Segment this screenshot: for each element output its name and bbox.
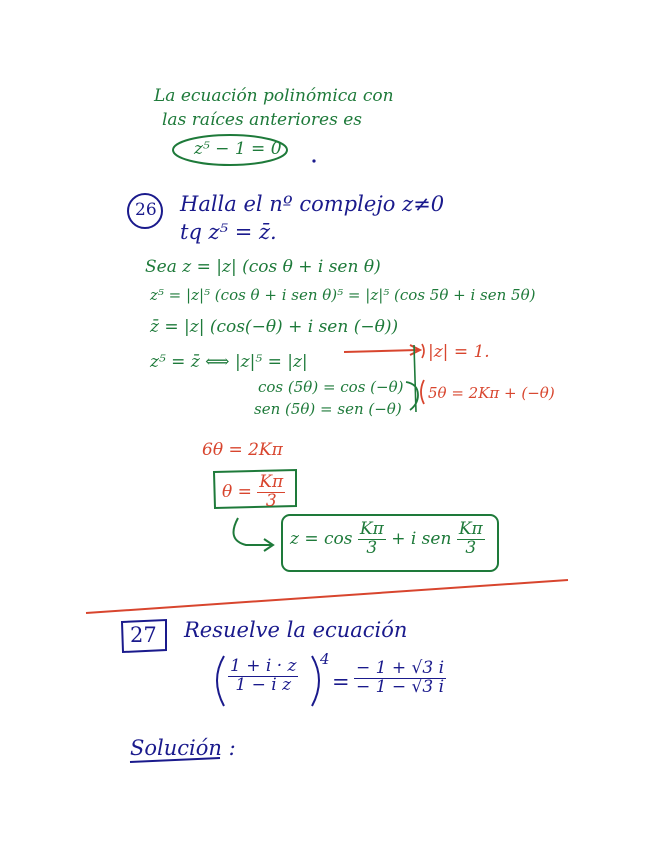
solucion-heading: Solución : — [130, 736, 236, 760]
rhs-fraction — [354, 660, 446, 697]
final-solution — [290, 521, 485, 558]
lhs-exponent: 4 — [320, 650, 330, 668]
problem-27-number: 27 — [130, 623, 157, 647]
final-fraction-1 — [358, 521, 386, 558]
final-fraction-2-den: 3 — [465, 537, 477, 558]
final-mid: + i sen — [391, 528, 452, 549]
lhs-numerator: 1 + i · z — [230, 656, 297, 676]
final-fraction-1-den: 3 — [366, 537, 378, 558]
lhs-paren-left — [217, 656, 224, 706]
problem-26-statement-2: tq z⁵ = z̄. — [180, 220, 277, 244]
sea-line: Sea z = |z| (cos θ + i sen θ) — [145, 257, 381, 277]
lhs-denominator: 1 − i z — [235, 674, 292, 695]
intro-line-1: La ecuación polinómica con — [154, 86, 394, 106]
rhs-fraction-stack — [354, 660, 446, 697]
problem-27-title: Resuelve la ecuación — [184, 618, 408, 642]
problem-26-statement-1: Halla el nº complejo z≠0 — [180, 192, 445, 216]
sen-equation: sen (5θ) = sen (−θ) — [254, 400, 402, 418]
theta-fraction — [257, 474, 285, 511]
lhs-fraction — [228, 658, 298, 695]
intro-equation: z⁵ − 1 = 0 — [194, 139, 282, 159]
modulus-brace — [422, 344, 424, 358]
zbar-line: z̄ = |z| (cos(−θ) + i sen (−θ)) — [150, 317, 399, 337]
problem-26-number: 26 — [135, 200, 157, 220]
equals-sign: = — [332, 670, 350, 694]
lhs-fraction-stack — [228, 658, 298, 695]
rhs-numerator: − 1 + √3 i — [356, 658, 445, 678]
equivalence-line: z⁵ = z̄ ⟺ |z|⁵ = |z| — [150, 352, 308, 372]
final-prefix: z = cos — [290, 528, 353, 549]
theta-solution — [222, 474, 285, 511]
intro-line-2: las raíces anteriores es — [162, 110, 362, 130]
final-fraction-1-num: Kπ — [359, 519, 384, 539]
theta-eq-label: θ = — [222, 481, 252, 502]
modulus-result: |z| = 1. — [428, 342, 490, 362]
angle-result: 5θ = 2Kπ + (−θ) — [428, 384, 555, 402]
final-fraction-2-num: Kπ — [458, 519, 483, 539]
z5-expansion: z⁵ = |z|⁵ (cos θ + i sen θ)⁵ = |z|⁵ (cos 5θ + i sen 5θ) — [150, 286, 536, 304]
modulus-arrow — [344, 350, 418, 352]
intro-dot — [312, 159, 315, 162]
angle-brace — [421, 380, 424, 404]
six-theta-line: 6θ = 2Kπ — [202, 440, 283, 460]
theta-fraction-num: Kπ — [259, 472, 284, 492]
section-separator — [86, 580, 568, 613]
theta-fraction-den: 3 — [265, 490, 277, 511]
lhs-paren-right — [312, 656, 319, 706]
cos-equation: cos (5θ) = cos (−θ) — [258, 378, 404, 396]
rhs-denominator: − 1 − √3 i — [356, 676, 445, 697]
final-fraction-2 — [457, 521, 485, 558]
